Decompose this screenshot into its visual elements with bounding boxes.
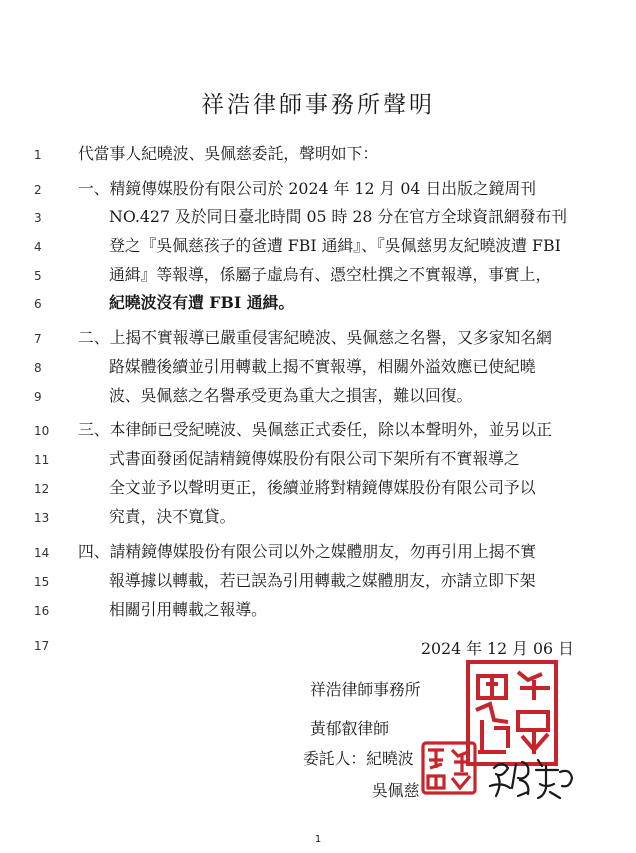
line-number: 8 bbox=[34, 361, 42, 375]
body-line: 二、上揭不實報導已嚴重侵害紀曉波、吳佩慈之名譽，又多家知名網 bbox=[78, 328, 552, 347]
line-number: 16 bbox=[34, 604, 50, 618]
line-number: 17 bbox=[34, 639, 50, 653]
firm-seal-stamp bbox=[464, 658, 560, 768]
line-number: 10 bbox=[34, 424, 50, 438]
line-number: 11 bbox=[34, 453, 50, 467]
line-number: 15 bbox=[34, 575, 50, 589]
body-line: 一、精鏡傳媒股份有限公司於 2024 年 12 月 04 日出版之鏡周刊 bbox=[78, 179, 537, 198]
page-number: 1 bbox=[314, 834, 322, 845]
line-number: 14 bbox=[34, 546, 50, 560]
body-line: 報導據以轉載，若已誤為引用轉載之媒體朋友，亦請立即下架 bbox=[109, 571, 536, 590]
line-number: 12 bbox=[34, 482, 50, 496]
line-number: 5 bbox=[34, 269, 42, 283]
body-line: 究責，決不寬貸。 bbox=[109, 507, 236, 526]
issue-date: 2024 年 12 月 06 日 bbox=[421, 639, 574, 658]
line-number: 13 bbox=[34, 511, 50, 525]
body-line: 三、本律師已受紀曉波、吳佩慈正式委任，除以本聲明外，並另以正 bbox=[78, 420, 552, 439]
body-line: 登之『吳佩慈孩子的爸遭 FBI 通緝』、『吳佩慈男友紀曉波遭 FBI bbox=[109, 236, 561, 255]
body-line: 路媒體後續並引用轉載上揭不實報導，相關外溢效應已使紀曉 bbox=[109, 357, 536, 376]
body-line: 式書面發函促請精鏡傳媒股份有限公司下架所有不實報導之 bbox=[109, 449, 520, 468]
firm-name: 祥浩律師事務所 bbox=[310, 680, 421, 699]
body-line: NO.427 及於同日臺北時間 05 時 28 分在官方全球資訊網發布刊 bbox=[109, 207, 568, 226]
line-number: 9 bbox=[34, 390, 42, 404]
line-number: 7 bbox=[34, 332, 42, 346]
line-number: 6 bbox=[34, 297, 42, 311]
body-line: 波、吳佩慈之名譽承受更為重大之損害，難以回復。 bbox=[109, 386, 473, 405]
page-title: 祥浩律師事務所聲明 bbox=[201, 92, 435, 118]
client-name: 吳佩慈 bbox=[372, 781, 420, 800]
handwritten-signature bbox=[488, 754, 578, 806]
body-line: 全文並予以聲明更正，後續並將對精鏡傳媒股份有限公司予以 bbox=[109, 478, 536, 497]
body-line: 四、請精鏡傳媒股份有限公司以外之媒體朋友，勿再引用上揭不實 bbox=[78, 542, 537, 561]
personal-seal-stamp bbox=[420, 740, 478, 796]
line-number: 3 bbox=[34, 211, 42, 225]
line-number: 1 bbox=[34, 148, 42, 162]
body-line-emphasis: 紀曉波沒有遭 FBI 通緝。 bbox=[109, 293, 295, 312]
lawyer-name: 黃郁叡律師 bbox=[310, 719, 389, 738]
body-line: 相關引用轉載之報導。 bbox=[109, 600, 267, 619]
body-line: 通緝』等報導，係屬子虛烏有、憑空杜撰之不實報導，事實上， bbox=[109, 265, 552, 284]
line-number: 2 bbox=[34, 183, 42, 197]
client-label: 委託人：紀曉波 bbox=[303, 749, 414, 768]
line-number: 4 bbox=[34, 240, 42, 254]
body-line: 代當事人紀曉波、吳佩慈委託，聲明如下： bbox=[78, 144, 379, 163]
